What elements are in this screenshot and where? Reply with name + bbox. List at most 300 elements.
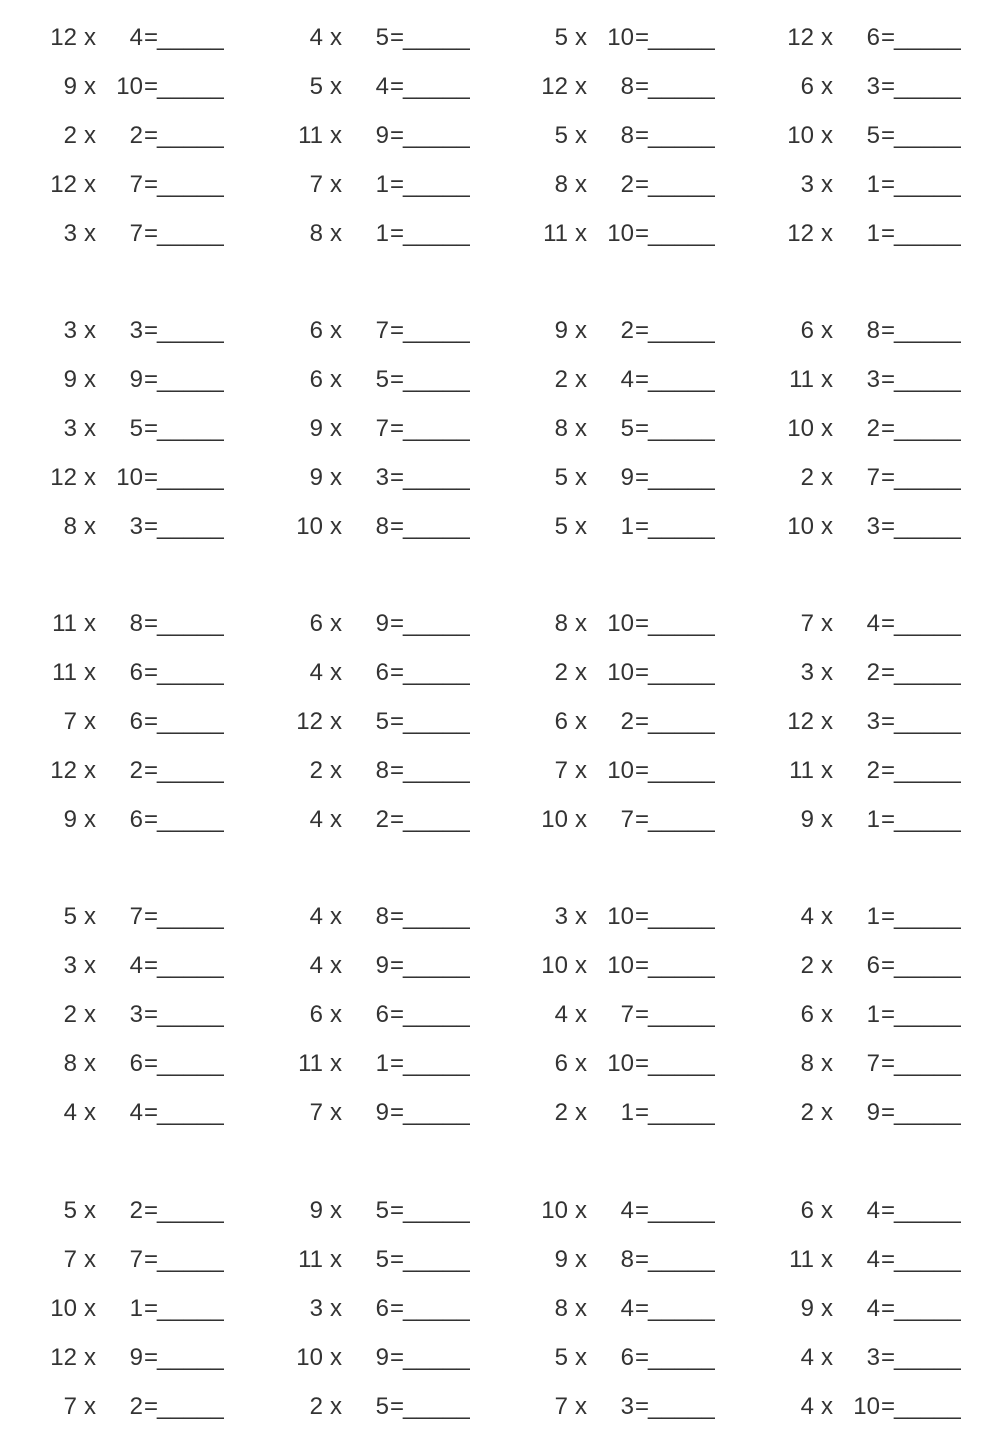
answer-blank[interactable]: _____ (894, 1050, 961, 1077)
first-factor: 3 (63, 317, 77, 344)
equals-sign: = (635, 1099, 650, 1126)
answer-blank[interactable]: _____ (403, 903, 470, 930)
problem-row (0, 1333, 1000, 1382)
first-factor: 7 (63, 1246, 77, 1273)
first-factor: 2 (800, 952, 814, 979)
answer-blank[interactable]: _____ (403, 1001, 470, 1028)
first-factor: 2 (554, 659, 568, 686)
first-factor: 12 (50, 171, 77, 198)
problem-row (0, 502, 1000, 551)
answer-blank[interactable]: _____ (648, 24, 715, 51)
multiplication-problem (777, 599, 967, 648)
times-sign: x (575, 415, 587, 442)
first-factor: 6 (554, 708, 568, 735)
answer-blank[interactable]: _____ (403, 659, 470, 686)
first-factor: 12 (50, 464, 77, 491)
answer-blank[interactable]: _____ (648, 1050, 715, 1077)
first-factor: 3 (800, 659, 814, 686)
second-factor: 10 (853, 1393, 880, 1420)
multiplication-problem (286, 160, 476, 209)
times-sign: x (330, 1246, 342, 1273)
first-factor: 9 (309, 1197, 323, 1224)
second-factor: 9 (620, 464, 634, 491)
first-factor: 4 (309, 903, 323, 930)
times-sign: x (821, 171, 833, 198)
answer-blank[interactable]: _____ (403, 73, 470, 100)
equals-sign: = (635, 806, 650, 833)
answer-blank[interactable]: _____ (157, 464, 224, 491)
times-sign: x (821, 659, 833, 686)
times-sign: x (84, 171, 96, 198)
first-factor: 7 (309, 1099, 323, 1126)
times-sign: x (330, 1295, 342, 1322)
multiplication-problem (531, 1039, 721, 1088)
answer-blank[interactable]: _____ (157, 610, 224, 637)
first-factor: 5 (554, 24, 568, 51)
times-sign: x (330, 220, 342, 247)
first-factor: 9 (309, 464, 323, 491)
answer-blank[interactable]: _____ (648, 806, 715, 833)
multiplication-problem (40, 795, 230, 844)
second-factor: 10 (607, 220, 634, 247)
equals-sign: = (144, 903, 159, 930)
multiplication-problem (531, 1235, 721, 1284)
multiplication-problem (777, 795, 967, 844)
second-factor: 4 (375, 73, 389, 100)
answer-blank[interactable]: _____ (403, 1246, 470, 1273)
first-factor: 5 (554, 464, 568, 491)
answer-blank[interactable]: _____ (403, 806, 470, 833)
answer-blank[interactable]: _____ (157, 1246, 224, 1273)
second-factor: 3 (129, 317, 143, 344)
answer-blank[interactable]: _____ (157, 1050, 224, 1077)
times-sign: x (575, 366, 587, 393)
answer-blank[interactable]: _____ (157, 757, 224, 784)
times-sign: x (575, 122, 587, 149)
answer-blank[interactable]: _____ (894, 1393, 961, 1420)
second-factor: 10 (607, 952, 634, 979)
times-sign: x (575, 903, 587, 930)
first-factor: 7 (63, 708, 77, 735)
first-factor: 2 (554, 1099, 568, 1126)
multiplication-problem (531, 1284, 721, 1333)
answer-blank[interactable]: _____ (894, 1295, 961, 1322)
times-sign: x (575, 317, 587, 344)
multiplication-problem (531, 1382, 721, 1431)
times-sign: x (575, 1246, 587, 1273)
answer-blank[interactable]: _____ (403, 513, 470, 540)
problem-row (0, 1186, 1000, 1235)
answer-blank[interactable]: _____ (648, 1099, 715, 1126)
problem-row (0, 1235, 1000, 1284)
equals-sign: = (881, 366, 896, 393)
times-sign: x (575, 708, 587, 735)
answer-blank[interactable]: _____ (403, 415, 470, 442)
second-factor: 9 (129, 1344, 143, 1371)
times-sign: x (84, 757, 96, 784)
answer-blank[interactable]: _____ (157, 24, 224, 51)
second-factor: 1 (375, 171, 389, 198)
answer-blank[interactable]: _____ (894, 659, 961, 686)
multiplication-problem (286, 697, 476, 746)
multiplication-problem (40, 13, 230, 62)
answer-blank[interactable]: _____ (894, 708, 961, 735)
answer-blank[interactable]: _____ (648, 171, 715, 198)
answer-blank[interactable]: _____ (157, 806, 224, 833)
second-factor: 10 (116, 464, 143, 491)
equals-sign: = (144, 708, 159, 735)
second-factor: 8 (129, 610, 143, 637)
times-sign: x (84, 317, 96, 344)
answer-blank[interactable]: _____ (894, 903, 961, 930)
first-factor: 4 (63, 1099, 77, 1126)
answer-blank[interactable]: _____ (403, 708, 470, 735)
answer-blank[interactable]: _____ (403, 1050, 470, 1077)
answer-blank[interactable]: _____ (403, 757, 470, 784)
equals-sign: = (635, 122, 650, 149)
answer-blank[interactable]: _____ (157, 366, 224, 393)
times-sign: x (821, 366, 833, 393)
answer-blank[interactable]: _____ (648, 903, 715, 930)
times-sign: x (330, 1050, 342, 1077)
multiplication-problem (777, 990, 967, 1039)
second-factor: 5 (866, 122, 880, 149)
answer-blank[interactable]: _____ (894, 610, 961, 637)
answer-blank[interactable]: _____ (403, 1099, 470, 1126)
answer-blank[interactable]: _____ (403, 1344, 470, 1371)
answer-blank[interactable]: _____ (403, 1197, 470, 1224)
second-factor: 1 (866, 171, 880, 198)
times-sign: x (575, 171, 587, 198)
equals-sign: = (390, 1393, 405, 1420)
equals-sign: = (881, 513, 896, 540)
answer-blank[interactable]: _____ (157, 952, 224, 979)
first-factor: 10 (787, 122, 814, 149)
answer-blank[interactable]: _____ (648, 757, 715, 784)
times-sign: x (84, 806, 96, 833)
equals-sign: = (144, 171, 159, 198)
answer-blank[interactable]: _____ (403, 1295, 470, 1322)
answer-blank[interactable]: _____ (403, 171, 470, 198)
answer-blank[interactable]: _____ (403, 366, 470, 393)
first-factor: 11 (298, 1050, 323, 1077)
answer-blank[interactable]: _____ (648, 366, 715, 393)
problem-row (0, 599, 1000, 648)
equals-sign: = (390, 1295, 405, 1322)
answer-blank[interactable]: _____ (648, 1344, 715, 1371)
second-factor: 2 (620, 317, 634, 344)
times-sign: x (575, 952, 587, 979)
answer-blank[interactable]: _____ (157, 415, 224, 442)
second-factor: 4 (620, 1197, 634, 1224)
multiplication-problem (531, 795, 721, 844)
equals-sign: = (635, 171, 650, 198)
second-factor: 10 (607, 659, 634, 686)
answer-blank[interactable]: _____ (894, 1099, 961, 1126)
multiplication-problem (777, 648, 967, 697)
second-factor: 6 (866, 952, 880, 979)
answer-blank[interactable]: _____ (894, 1246, 961, 1273)
answer-blank[interactable]: _____ (894, 1197, 961, 1224)
answer-blank[interactable]: _____ (648, 1393, 715, 1420)
answer-blank[interactable]: _____ (403, 952, 470, 979)
second-factor: 8 (375, 903, 389, 930)
multiplication-problem (777, 1235, 967, 1284)
answer-blank[interactable]: _____ (403, 220, 470, 247)
answer-blank[interactable]: _____ (157, 73, 224, 100)
times-sign: x (84, 1295, 96, 1322)
answer-blank[interactable]: _____ (894, 757, 961, 784)
equals-sign: = (144, 1393, 159, 1420)
second-factor: 2 (866, 415, 880, 442)
first-factor: 6 (309, 317, 323, 344)
multiplication-problem (531, 599, 721, 648)
times-sign: x (330, 708, 342, 735)
first-factor: 2 (800, 1099, 814, 1126)
equals-sign: = (635, 220, 650, 247)
first-factor: 8 (63, 1050, 77, 1077)
times-sign: x (821, 1246, 833, 1273)
answer-blank[interactable]: _____ (157, 903, 224, 930)
multiplication-problem (40, 306, 230, 355)
times-sign: x (821, 24, 833, 51)
answer-blank[interactable]: _____ (403, 317, 470, 344)
answer-blank[interactable]: _____ (894, 513, 961, 540)
answer-blank[interactable]: _____ (157, 513, 224, 540)
multiplication-problem (777, 1382, 967, 1431)
answer-blank[interactable]: _____ (894, 1001, 961, 1028)
answer-blank[interactable]: _____ (403, 1393, 470, 1420)
first-factor: 2 (554, 366, 568, 393)
times-sign: x (575, 220, 587, 247)
multiplication-problem (40, 355, 230, 404)
problem-row (0, 1382, 1000, 1431)
answer-blank[interactable]: _____ (403, 610, 470, 637)
first-factor: 9 (309, 415, 323, 442)
equals-sign: = (635, 1393, 650, 1420)
answer-blank[interactable]: _____ (157, 1393, 224, 1420)
equals-sign: = (881, 610, 896, 637)
answer-blank[interactable]: _____ (648, 513, 715, 540)
answer-blank[interactable]: _____ (648, 1001, 715, 1028)
equals-sign: = (635, 1246, 650, 1273)
times-sign: x (330, 317, 342, 344)
answer-blank[interactable]: _____ (403, 122, 470, 149)
second-factor: 5 (375, 1393, 389, 1420)
equals-sign: = (390, 952, 405, 979)
second-factor: 6 (375, 1295, 389, 1322)
equals-sign: = (144, 952, 159, 979)
answer-blank[interactable]: _____ (648, 73, 715, 100)
times-sign: x (575, 806, 587, 833)
answer-blank[interactable]: _____ (894, 171, 961, 198)
problem-block (0, 1186, 1000, 1431)
answer-blank[interactable]: _____ (157, 708, 224, 735)
second-factor: 7 (129, 1246, 143, 1273)
first-factor: 11 (298, 122, 323, 149)
second-factor: 4 (866, 1295, 880, 1322)
answer-blank[interactable]: _____ (157, 122, 224, 149)
times-sign: x (821, 952, 833, 979)
second-factor: 9 (375, 610, 389, 637)
answer-blank[interactable]: _____ (894, 952, 961, 979)
multiplication-problem (40, 111, 230, 160)
times-sign: x (330, 1393, 342, 1420)
answer-blank[interactable]: _____ (894, 317, 961, 344)
times-sign: x (84, 1050, 96, 1077)
equals-sign: = (635, 1001, 650, 1028)
answer-blank[interactable]: _____ (157, 659, 224, 686)
second-factor: 5 (375, 708, 389, 735)
first-factor: 11 (52, 610, 77, 637)
multiplication-problem (777, 13, 967, 62)
answer-blank[interactable]: _____ (648, 708, 715, 735)
answer-blank[interactable]: _____ (157, 1295, 224, 1322)
answer-blank[interactable]: _____ (894, 366, 961, 393)
multiplication-problem (531, 62, 721, 111)
second-factor: 2 (866, 659, 880, 686)
answer-blank[interactable]: _____ (648, 415, 715, 442)
first-factor: 8 (309, 220, 323, 247)
answer-blank[interactable]: _____ (157, 317, 224, 344)
times-sign: x (821, 903, 833, 930)
second-factor: 2 (866, 757, 880, 784)
equals-sign: = (144, 220, 159, 247)
multiplication-problem (40, 648, 230, 697)
equals-sign: = (144, 1099, 159, 1126)
multiplication-problem (531, 697, 721, 746)
first-factor: 4 (800, 1344, 814, 1371)
second-factor: 2 (620, 708, 634, 735)
first-factor: 8 (63, 513, 77, 540)
multiplication-problem (777, 1186, 967, 1235)
times-sign: x (821, 1295, 833, 1322)
equals-sign: = (881, 24, 896, 51)
first-factor: 7 (309, 171, 323, 198)
first-factor: 12 (50, 1344, 77, 1371)
times-sign: x (330, 1001, 342, 1028)
second-factor: 4 (866, 1246, 880, 1273)
equals-sign: = (635, 1050, 650, 1077)
second-factor: 6 (375, 1001, 389, 1028)
second-factor: 3 (866, 513, 880, 540)
multiplication-problem (286, 1186, 476, 1235)
first-factor: 11 (789, 757, 814, 784)
answer-blank[interactable]: _____ (157, 1001, 224, 1028)
answer-blank[interactable]: _____ (894, 415, 961, 442)
equals-sign: = (390, 1050, 405, 1077)
multiplication-problem (286, 599, 476, 648)
answer-blank[interactable]: _____ (648, 1197, 715, 1224)
times-sign: x (84, 464, 96, 491)
equals-sign: = (144, 659, 159, 686)
equals-sign: = (390, 171, 405, 198)
answer-blank[interactable]: _____ (894, 806, 961, 833)
multiplication-problem (286, 62, 476, 111)
multiplication-problem (777, 209, 967, 258)
times-sign: x (575, 1099, 587, 1126)
equals-sign: = (390, 659, 405, 686)
times-sign: x (330, 24, 342, 51)
answer-blank[interactable]: _____ (157, 220, 224, 247)
second-factor: 9 (375, 952, 389, 979)
second-factor: 7 (129, 171, 143, 198)
answer-blank[interactable]: _____ (403, 464, 470, 491)
times-sign: x (821, 1050, 833, 1077)
multiplication-problem (286, 795, 476, 844)
multiplication-problem (531, 13, 721, 62)
times-sign: x (330, 73, 342, 100)
multiplication-problem (40, 599, 230, 648)
answer-blank[interactable]: _____ (894, 24, 961, 51)
answer-blank[interactable]: _____ (648, 317, 715, 344)
answer-blank[interactable]: _____ (157, 1099, 224, 1126)
second-factor: 7 (620, 1001, 634, 1028)
first-factor: 2 (309, 757, 323, 784)
times-sign: x (821, 122, 833, 149)
times-sign: x (575, 659, 587, 686)
multiplication-problem (286, 502, 476, 551)
answer-blank[interactable]: _____ (648, 220, 715, 247)
multiplication-problem (40, 892, 230, 941)
equals-sign: = (144, 1050, 159, 1077)
multiplication-problem (531, 892, 721, 941)
answer-blank[interactable]: _____ (648, 610, 715, 637)
equals-sign: = (881, 1246, 896, 1273)
first-factor: 5 (554, 1344, 568, 1371)
answer-blank[interactable]: _____ (157, 1344, 224, 1371)
times-sign: x (84, 1246, 96, 1273)
answer-blank[interactable]: _____ (894, 1344, 961, 1371)
multiplication-problem (777, 1333, 967, 1382)
multiplication-problem (777, 1284, 967, 1333)
answer-blank[interactable]: _____ (157, 171, 224, 198)
multiplication-problem (40, 209, 230, 258)
equals-sign: = (144, 366, 159, 393)
answer-blank[interactable]: _____ (648, 1246, 715, 1273)
first-factor: 10 (50, 1295, 77, 1322)
answer-blank[interactable]: _____ (157, 1197, 224, 1224)
answer-blank[interactable]: _____ (648, 464, 715, 491)
answer-blank[interactable]: _____ (648, 952, 715, 979)
answer-blank[interactable]: _____ (894, 73, 961, 100)
equals-sign: = (390, 317, 405, 344)
equals-sign: = (390, 73, 405, 100)
second-factor: 8 (620, 1246, 634, 1273)
first-factor: 6 (309, 366, 323, 393)
problem-row (0, 795, 1000, 844)
answer-blank[interactable]: _____ (894, 122, 961, 149)
first-factor: 6 (554, 1050, 568, 1077)
first-factor: 6 (800, 317, 814, 344)
equals-sign: = (881, 1393, 896, 1420)
answer-blank[interactable]: _____ (648, 1295, 715, 1322)
times-sign: x (330, 659, 342, 686)
answer-blank[interactable]: _____ (894, 464, 961, 491)
answer-blank[interactable]: _____ (894, 220, 961, 247)
second-factor: 6 (129, 708, 143, 735)
equals-sign: = (390, 903, 405, 930)
second-factor: 4 (129, 24, 143, 51)
first-factor: 3 (800, 171, 814, 198)
answer-blank[interactable]: _____ (403, 24, 470, 51)
equals-sign: = (881, 220, 896, 247)
answer-blank[interactable]: _____ (648, 659, 715, 686)
multiplication-problem (777, 306, 967, 355)
second-factor: 7 (375, 317, 389, 344)
first-factor: 7 (554, 757, 568, 784)
answer-blank[interactable]: _____ (648, 122, 715, 149)
